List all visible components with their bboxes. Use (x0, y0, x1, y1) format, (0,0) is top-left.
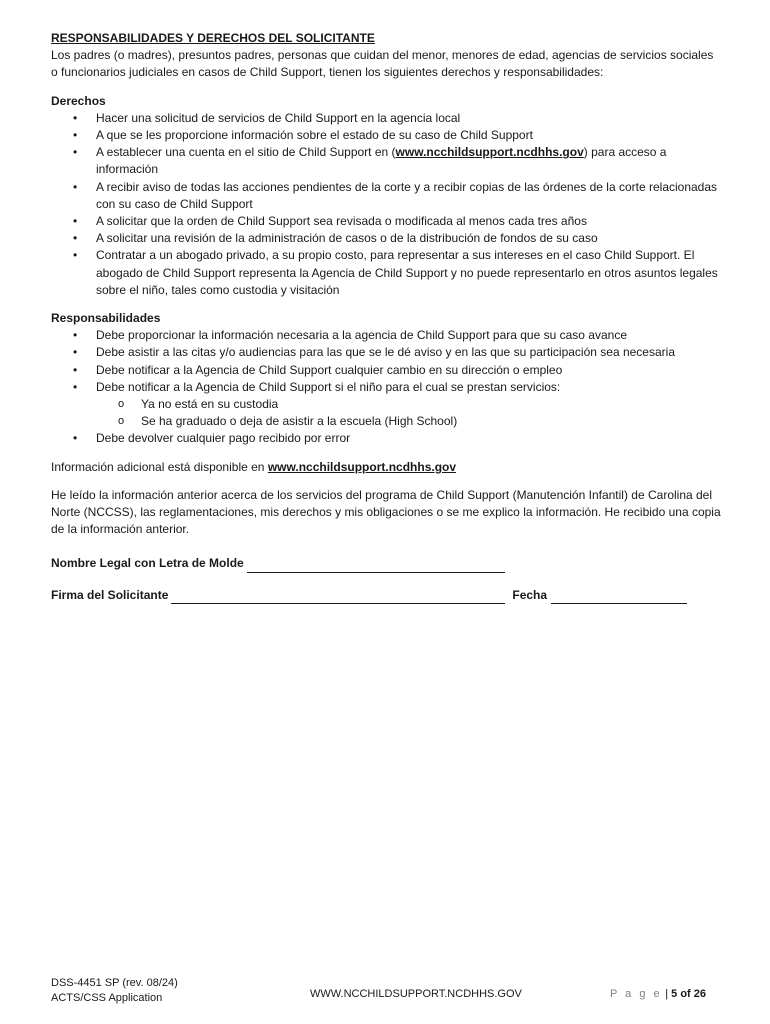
footer-website: WWW.NCCHILDSUPPORT.NCDHHS.GOV (310, 988, 522, 1000)
additional-info-text: Información adicional está disponible en (51, 459, 268, 474)
sub-list-item: o Se ha graduado o deja de asistir a la escuela (High School) (51, 413, 721, 430)
list-item-text: A establecer una cuenta en el sitio de Child Support en ( (96, 145, 396, 160)
form-info (51, 976, 178, 1006)
list-item: • Debe notificar a la Agencia de Child Support cualquier cambio en su dirección o empleo (51, 362, 721, 379)
intro-paragraph: Los padres (o madres), presuntos padres, personas que cuidan del menor, menores de edad, agencias de servicios sociales o funcionarios judiciales en casos de Child Support, tienen los siguientes derechos y responsabilidades: (51, 48, 714, 80)
list-item: • Debe devolver cualquier pago recibido por error (51, 430, 721, 447)
sub-list-item: o Ya no está en su custodia (51, 396, 721, 413)
acknowledgement-paragraph: He leído la información anterior acerca de los servicios del programa de Child Support (Manutención Infantil) de Carolina del Norte (NCCSS), las reglamentaciones, mis derechos y mis obligaciones o se me explico la información. He recibido una copia de la información anterior. (51, 487, 721, 537)
responsibilities-list (51, 327, 721, 447)
list-item: • A recibir aviso de todas las acciones pendientes de la corte y a recibir copias de las órdenes de la corte relacionadas con su caso de Child Support (51, 179, 721, 213)
additional-info (51, 459, 721, 476)
page-indicator (610, 987, 706, 1002)
section-title: RESPONSABILIDADES Y DERECHOS DEL SOLICITANTE (51, 31, 375, 45)
website-link[interactable]: www.ncchildsupport.ncdhhs.gov (267, 459, 457, 474)
document-page (51, 30, 721, 604)
responsibilities-heading: Responsabilidades (51, 311, 161, 326)
list-item: • A solicitar una revisión de la administración de casos o de la distribución de fondos de su caso (51, 230, 721, 247)
list-item: • Debe asistir a las citas y/o audiencias para las que se le dé aviso y en las que su participación sea necesaria (51, 344, 721, 361)
list-item-text: Debe notificar a la Agencia de Child Support si el niño para el cual se prestan servicios: (96, 379, 561, 394)
date-label: Fecha (512, 587, 548, 602)
sub-list (96, 396, 721, 430)
date-line[interactable] (551, 590, 687, 604)
list-item (51, 379, 721, 431)
website-link[interactable]: www.ncchildsupport.ncdhhs.gov (395, 145, 584, 160)
signature-line[interactable] (171, 590, 505, 604)
page-separator: | (665, 988, 669, 1000)
list-item: • Contratar a un abogado privado, a su propio costo, para representar a sus intereses en el caso Child Support. El abogado de Child Support representa la Agencia de Child Support y no puede representarlo en otros asuntos legales sobre el niño, tales como custodia y visitación (51, 247, 721, 299)
rights-list (51, 110, 721, 299)
list-item: • Debe proporcionar la información necesaria a la agencia de Child Support para que su caso avance (51, 327, 721, 344)
rights-heading: Derechos (51, 93, 106, 108)
page-number: 5 of 26 (671, 988, 706, 1000)
page-word: P a g e (609, 988, 663, 1000)
signature-row (51, 587, 721, 604)
list-item (51, 144, 721, 178)
legal-name-row (51, 555, 721, 572)
form-name: ACTS/CSS Application (51, 992, 163, 1004)
legal-name-line[interactable] (247, 559, 505, 573)
list-item-text: ) para acceso a información (96, 145, 667, 177)
form-number: DSS-4451 SP (rev. 08/24) (51, 977, 178, 989)
signature-label: Firma del Solicitante (51, 587, 169, 602)
list-item: • Hacer una solicitud de servicios de Child Support en la agencia local (51, 110, 721, 127)
list-item: • A solicitar que la orden de Child Support sea revisada o modificada al menos cada tres años (51, 213, 721, 230)
legal-name-label: Nombre Legal con Letra de Molde (51, 556, 244, 571)
list-item: • A que se les proporcione información sobre el estado de su caso de Child Support (51, 127, 721, 144)
